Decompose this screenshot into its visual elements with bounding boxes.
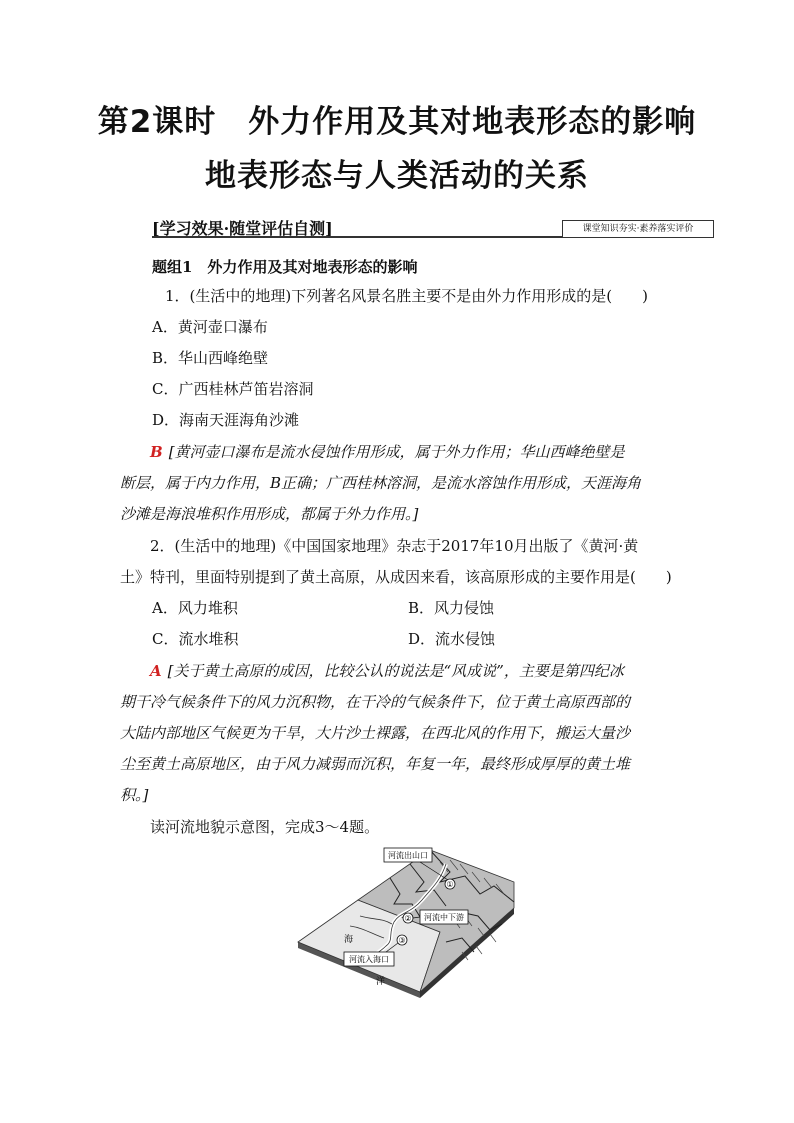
group-heading: 题组1 外力作用及其对地表形态的影响 bbox=[152, 258, 418, 276]
q2-explanation-line2: 期干冷气候条件下的风力沉积物，在干冷的气候条件下，位于黄土高原西部的 bbox=[120, 693, 631, 711]
q2-stem-line2: 土》特刊，里面特别提到了黄土高原，从成因来看，该高原形成的主要作用是( ) bbox=[120, 568, 672, 586]
q2-answer: A bbox=[150, 662, 162, 680]
q1-explanation-line3: 沙滩是海浪堆积作用形成，都属于外力作用。] bbox=[120, 505, 419, 523]
q1-answer: B bbox=[150, 443, 163, 461]
marker-2-label: ② bbox=[404, 914, 412, 923]
river-landform-diagram bbox=[290, 842, 518, 998]
q2-explanation-line1: A [关于黄土高原的成因，比较公认的说法是“风成说”，主要是第四纪冰 bbox=[150, 662, 624, 680]
q1-option-a: A．黄河壶口瀑布 bbox=[152, 318, 268, 336]
q1-explanation-line1: B [黄河壶口瀑布是流水侵蚀作用形成，属于外力作用；华山西峰绝壁是 bbox=[150, 443, 625, 461]
q1-option-c: C．广西桂林芦笛岩溶洞 bbox=[152, 380, 314, 398]
callout-outlet-text: 河流出山口 bbox=[388, 851, 428, 860]
page-subtitle: 地表形态与人类活动的关系 bbox=[205, 158, 589, 194]
q1-explanation-line2: 断层，属于内力作用，B正确；广西桂林溶洞，是流水溶蚀作用形成，天涯海角 bbox=[120, 474, 642, 492]
callout-midlower-text: 河流中下游 bbox=[424, 913, 464, 922]
page-title: 第2课时 外力作用及其对地表形态的影响 bbox=[97, 104, 697, 140]
q2-option-c: C．流水堆积 bbox=[152, 630, 239, 648]
q2-explanation-line4: 尘至黄土高原地区，由于风力减弱而沉积，年复一年，最终形成厚厚的黄土堆 bbox=[120, 755, 631, 773]
q2-explanation-line5: 积。] bbox=[120, 786, 149, 804]
q1-option-d: D．海南天涯海角沙滩 bbox=[152, 411, 300, 429]
q1-stem: 1．(生活中的地理)下列著名风景名胜主要不是由外力作用形成的是( ) bbox=[165, 287, 648, 305]
q2-explanation-line3: 大陆内部地区气候更为干旱，大片沙土裸露，在西北风的作用下，搬运大量沙 bbox=[120, 724, 631, 742]
marker-3-label: ③ bbox=[398, 936, 406, 945]
q1-option-b: B．华山西峰绝壁 bbox=[152, 349, 269, 367]
q2-option-b: B．风力侵蚀 bbox=[408, 599, 495, 617]
ocean-label: 洋 bbox=[376, 977, 386, 987]
marker-1-label: ① bbox=[446, 880, 454, 889]
section-tag: 课堂知识夯实·素养落实评价 bbox=[562, 220, 714, 238]
section-label: [学习效果·随堂评估自测] bbox=[152, 219, 333, 238]
q2-option-d: D．流水侵蚀 bbox=[408, 630, 496, 648]
q2-stem-line1: 2．(生活中的地理)《中国国家地理》杂志于2017年10月出版了《黄河·黄 bbox=[150, 537, 639, 555]
q2-option-a: A．风力堆积 bbox=[152, 599, 238, 617]
sea-label: 海 bbox=[344, 935, 354, 945]
callout-estuary-text: 河流入海口 bbox=[349, 955, 389, 964]
intro-text: 读河流地貌示意图，完成3～4题。 bbox=[150, 818, 380, 836]
